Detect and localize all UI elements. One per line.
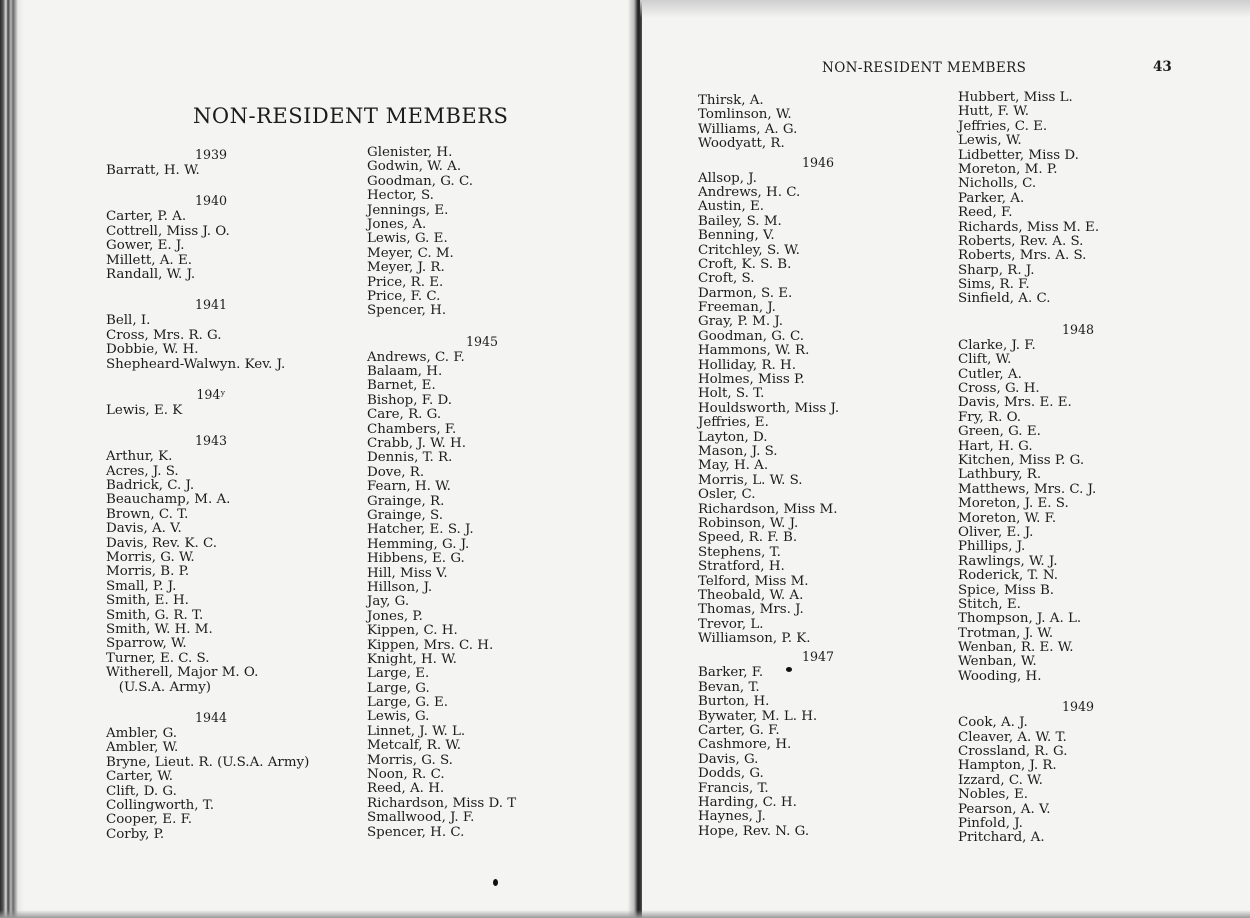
member-name: Trevor, L. bbox=[698, 616, 764, 632]
member-name: Cook, A. J. bbox=[958, 715, 1028, 731]
right-page bbox=[642, 0, 1250, 918]
member-name: Roderick, T. N. bbox=[958, 568, 1059, 584]
member-name: Meyer, J. R. bbox=[367, 260, 445, 276]
running-head: NON-RESIDENT MEMBERS bbox=[822, 60, 1027, 76]
member-name: Izzard, C. W. bbox=[958, 772, 1043, 788]
member-name: Hampton, J. R. bbox=[958, 758, 1057, 774]
member-name: Spice, Miss B. bbox=[958, 582, 1055, 598]
year-heading: 1941 bbox=[194, 297, 228, 313]
member-name: Linnet, J. W. L. bbox=[367, 723, 466, 739]
member-name: Large, E. bbox=[367, 666, 430, 682]
year-heading: 1940 bbox=[194, 193, 228, 209]
member-name: Hutt, F. W. bbox=[958, 104, 1029, 120]
member-name: Collingworth, T. bbox=[106, 797, 215, 813]
member-name: Crossland, R. G. bbox=[958, 744, 1068, 760]
member-name: Wenban, R. E. W. bbox=[958, 640, 1074, 656]
member-name: Morris, G. S. bbox=[367, 752, 453, 768]
member-name: Lathbury, R. bbox=[958, 467, 1042, 483]
member-name: Pinfold, J. bbox=[958, 815, 1023, 831]
member-name: Kippen, Mrs. C. H. bbox=[367, 637, 494, 653]
member-name: May, H. A. bbox=[698, 458, 769, 474]
member-name: Jones, A. bbox=[367, 216, 427, 232]
member-name: Large, G. bbox=[367, 680, 430, 696]
member-name: Matthews, Mrs. C. J. bbox=[958, 481, 1097, 497]
ink-speck bbox=[786, 667, 792, 672]
member-name: Williams, A. G. bbox=[698, 121, 798, 137]
member-name: Tomlinson, W. bbox=[698, 107, 792, 123]
member-name: Bryne, Lieut. R. (U.S.A. Army) bbox=[106, 754, 310, 770]
member-name: Stitch, E. bbox=[958, 596, 1021, 612]
member-name: Jeffries, C. E. bbox=[958, 118, 1048, 134]
member-name: Darmon, S. E. bbox=[698, 285, 793, 301]
member-name: Hope, Rev. N. G. bbox=[698, 823, 810, 839]
member-name: Clift, W. bbox=[958, 352, 1012, 368]
member-name: Cleaver, A. W. T. bbox=[958, 729, 1067, 745]
member-name: Hatcher, E. S. J. bbox=[367, 522, 474, 538]
member-name: Critchley, S. W. bbox=[698, 242, 800, 258]
member-column bbox=[958, 91, 1198, 846]
member-name: Lewis, G. E. bbox=[367, 231, 448, 247]
member-name: Hector, S. bbox=[367, 188, 434, 204]
page-number: 43 bbox=[1153, 59, 1172, 75]
member-name: Small, P. J. bbox=[106, 578, 177, 594]
year-heading: 1944 bbox=[194, 709, 228, 725]
member-name: Brown, C. T. bbox=[106, 506, 189, 522]
member-name: Dobbie, W. H. bbox=[106, 342, 199, 358]
member-name: Davis, A. V. bbox=[106, 521, 182, 537]
member-name: Meyer, C. M. bbox=[367, 245, 454, 261]
member-name: Benning, V. bbox=[698, 228, 775, 244]
member-name: Smallwood, J. F. bbox=[367, 810, 475, 826]
member-name: Sharp, R. J. bbox=[958, 262, 1035, 278]
member-name: Gower, E. J. bbox=[106, 238, 185, 254]
member-name: Richardson, Miss M. bbox=[698, 501, 838, 517]
member-name: Stephens, T. bbox=[698, 544, 781, 560]
member-name: Trotman, J. W. bbox=[958, 625, 1054, 641]
member-column bbox=[106, 146, 316, 842]
member-name: Sims, R. F. bbox=[958, 277, 1030, 293]
member-name: Jennings, E. bbox=[367, 202, 449, 218]
member-name: Knight, H. W. bbox=[367, 651, 457, 667]
member-name: Morris, G. W. bbox=[106, 550, 195, 566]
year-heading: 1939 bbox=[194, 147, 228, 162]
member-column bbox=[698, 94, 938, 839]
member-name: Morris, L. W. S. bbox=[698, 472, 803, 488]
member-name: Acres, J. S. bbox=[106, 463, 179, 479]
member-name: Beauchamp, M. A. bbox=[106, 492, 231, 508]
member-name: Shepheard-Walwyn. Kev. J. bbox=[106, 356, 286, 372]
member-name: Barratt, H. W. bbox=[106, 163, 200, 178]
member-name: Williamson, P. K. bbox=[698, 631, 811, 647]
member-name: Thompson, J. A. L. bbox=[958, 611, 1082, 627]
member-name: Hammons, W. R. bbox=[698, 343, 810, 359]
member-name: Nobles, E. bbox=[958, 787, 1028, 803]
member-name: Hill, Miss V. bbox=[367, 565, 448, 581]
member-name: Price, R. E. bbox=[367, 274, 444, 290]
member-name: Austin, E. bbox=[698, 199, 764, 215]
member-name: Parker, A. bbox=[958, 190, 1025, 206]
member-name: Cross, Mrs. R. G. bbox=[106, 327, 222, 343]
member-name: Jones, P. bbox=[367, 608, 423, 624]
member-name: Moreton, J. E. S. bbox=[958, 496, 1069, 512]
member-name: Clarke, J. F. bbox=[958, 337, 1036, 353]
member-name: Woodyatt, R. bbox=[698, 136, 785, 152]
member-name: Spencer, H. C. bbox=[367, 824, 465, 840]
year-heading: 1946 bbox=[801, 154, 835, 170]
member-name: Bell, I. bbox=[106, 313, 151, 329]
member-name: Pritchard, A. bbox=[958, 830, 1045, 846]
member-name: Reed, A. H. bbox=[367, 781, 445, 797]
member-name: Speed, R. F. B. bbox=[698, 530, 798, 546]
member-name: Richards, Miss M. E. bbox=[958, 219, 1100, 235]
year-heading: 1947 bbox=[801, 649, 835, 665]
member-name: Hart, H. G. bbox=[958, 438, 1033, 454]
member-name: Kitchen, Miss P. G. bbox=[958, 452, 1085, 468]
member-name: Francis, T. bbox=[698, 780, 769, 796]
member-name: Glenister, H. bbox=[367, 145, 453, 160]
member-name: Carter, W. bbox=[106, 769, 174, 785]
member-name: Davis, Rev. K. C. bbox=[106, 535, 217, 551]
member-name: Croft, S. bbox=[698, 271, 755, 287]
member-name: Jay, G. bbox=[367, 594, 410, 610]
book-binding-edge bbox=[0, 0, 24, 918]
member-name: Care, R. G. bbox=[367, 407, 442, 423]
member-name: Reed, F. bbox=[958, 205, 1013, 221]
member-name: Smith, W. H. M. bbox=[106, 621, 213, 637]
member-name: Smith, E. H. bbox=[106, 593, 189, 609]
member-name: Noon, R. C. bbox=[367, 767, 445, 783]
member-name: Carter, G. F. bbox=[698, 723, 780, 739]
member-column bbox=[367, 146, 597, 840]
member-name: Telford, Miss M. bbox=[698, 573, 809, 589]
member-name: Chambers, F. bbox=[367, 421, 457, 437]
member-name: Nicholls, C. bbox=[958, 176, 1037, 192]
member-name: Lewis, E. K bbox=[106, 402, 183, 418]
member-name: Stratford, H. bbox=[698, 559, 785, 575]
member-name: Corby, P. bbox=[106, 826, 165, 842]
member-name: Theobald, W. A. bbox=[698, 587, 804, 603]
member-name: Bywater, M. L. H. bbox=[698, 708, 818, 724]
member-name: Layton, D. bbox=[698, 429, 768, 445]
member-name: Moreton, M. P. bbox=[958, 161, 1058, 177]
member-name: Cutler, A. bbox=[958, 366, 1022, 382]
member-name: Holliday, R. H. bbox=[698, 357, 796, 373]
member-name: Hemming, G. J. bbox=[367, 536, 470, 552]
member-name: Goodman, G. C. bbox=[698, 328, 804, 344]
member-name: Hillson, J. bbox=[367, 579, 433, 595]
member-name: Ambler, W. bbox=[106, 740, 179, 756]
member-name: Freeman, J. bbox=[698, 300, 776, 316]
member-name: Ambler, G. bbox=[106, 725, 178, 741]
year-heading: 1949 bbox=[1061, 699, 1095, 715]
member-name: Wenban, W. bbox=[958, 654, 1037, 670]
member-name: Rawlings, W. J. bbox=[958, 553, 1058, 569]
member-name: Grainge, S. bbox=[367, 507, 443, 523]
member-name: Mason, J. S. bbox=[698, 443, 778, 459]
member-name: Lidbetter, Miss D. bbox=[958, 147, 1079, 163]
member-name: Lewis, G. bbox=[367, 709, 430, 725]
member-name: Gray, P. M. J. bbox=[698, 314, 783, 330]
year-heading: 1948 bbox=[1061, 321, 1095, 337]
member-name: Bishop, F. D. bbox=[367, 392, 452, 408]
member-name: Houldsworth, Miss J. bbox=[698, 400, 840, 416]
member-name: Godwin, W. A. bbox=[367, 159, 462, 175]
member-name: Harding, C. H. bbox=[698, 794, 797, 810]
ink-speck bbox=[493, 879, 498, 886]
member-name: Robinson, W. J. bbox=[698, 515, 799, 531]
member-name: Cottrell, Miss J. O. bbox=[106, 223, 230, 239]
member-name: Haynes, J. bbox=[698, 809, 766, 825]
member-name: Richardson, Miss D. T bbox=[367, 795, 517, 811]
member-name: Hubbert, Miss L. bbox=[958, 90, 1073, 105]
member-name: Andrews, H. C. bbox=[698, 184, 801, 200]
member-name: Goodman, G. C. bbox=[367, 173, 473, 189]
member-name: Smith, G. R. T. bbox=[106, 607, 204, 623]
member-name: Osler, C. bbox=[698, 487, 756, 503]
member-name: Balaam, H. bbox=[367, 364, 443, 380]
member-name: Thirsk, A. bbox=[698, 93, 764, 108]
member-name: Crabb, J. W. H. bbox=[367, 436, 466, 452]
member-name: Grainge, R. bbox=[367, 493, 445, 509]
member-name: Witherell, Major M. O. bbox=[106, 665, 259, 681]
member-name: Phillips, J. bbox=[958, 539, 1026, 555]
member-name: Dennis, T. R. bbox=[367, 450, 453, 466]
member-name: Barker, F. bbox=[698, 665, 764, 681]
member-name: Dove, R. bbox=[367, 464, 425, 480]
member-name: Davis, Mrs. E. E. bbox=[958, 395, 1072, 411]
member-name: Burton, H. bbox=[698, 694, 770, 710]
member-name: Spencer, H. bbox=[367, 303, 447, 319]
member-name: Bevan, T. bbox=[698, 679, 760, 695]
member-name: Badrick, C. J. bbox=[106, 478, 195, 494]
member-name: Cooper, E. F. bbox=[106, 812, 193, 828]
member-name: Sinfield, A. C. bbox=[958, 291, 1051, 307]
member-name: Millett, A. E. bbox=[106, 252, 192, 268]
member-name: Large, G. E. bbox=[367, 695, 449, 711]
member-name: Carter, P. A. bbox=[106, 209, 187, 225]
page-bottom-shadow bbox=[0, 910, 1250, 918]
member-name: Roberts, Rev. A. S. bbox=[958, 233, 1084, 249]
member-name: Pearson, A. V. bbox=[958, 801, 1051, 817]
member-name: Holmes, Miss P. bbox=[698, 372, 805, 388]
member-name: Sparrow, W. bbox=[106, 636, 187, 652]
member-name: Turner, E. C. S. bbox=[106, 650, 210, 666]
member-name: Croft, K. S. B. bbox=[698, 256, 792, 272]
member-name: Clift, D. G. bbox=[106, 783, 177, 799]
member-name: Jeffries, E. bbox=[698, 415, 769, 431]
member-name: Davis, G. bbox=[698, 751, 759, 767]
member-name: Metcalf, R. W. bbox=[367, 738, 462, 754]
member-name: Holt, S. T. bbox=[698, 386, 765, 402]
member-name: (U.S.A. Army) bbox=[106, 679, 211, 695]
member-name: Andrews, C. F. bbox=[367, 349, 465, 365]
member-name: Barnet, E. bbox=[367, 378, 436, 394]
member-name: Fearn, H. W. bbox=[367, 479, 451, 495]
member-name: Bailey, S. M. bbox=[698, 213, 782, 229]
member-name: Wooding, H. bbox=[958, 668, 1042, 684]
member-name: Cashmore, H. bbox=[698, 737, 792, 753]
member-name: Roberts, Mrs. A. S. bbox=[958, 248, 1087, 264]
year-heading: 194ʸ bbox=[196, 386, 226, 402]
member-name: Green, G. E. bbox=[958, 424, 1041, 440]
member-name: Fry, R. O. bbox=[958, 409, 1022, 425]
page-top-shadow bbox=[640, 0, 1250, 18]
member-name: Kippen, C. H. bbox=[367, 623, 458, 639]
member-name: Arthur, K. bbox=[106, 449, 173, 465]
member-name: Moreton, W. F. bbox=[958, 510, 1057, 526]
member-name: Morris, B. P. bbox=[106, 564, 190, 580]
member-name: Price, F. C. bbox=[367, 288, 441, 304]
member-name: Oliver, E. J. bbox=[958, 524, 1034, 540]
member-name: Randall, W. J. bbox=[106, 266, 196, 282]
member-name: Cross, G. H. bbox=[958, 381, 1040, 397]
member-name: Dodds, G. bbox=[698, 766, 764, 782]
member-name: Hibbens, E. G. bbox=[367, 551, 465, 567]
member-name: Thomas, Mrs. J. bbox=[698, 602, 804, 618]
page-title: NON-RESIDENT MEMBERS bbox=[193, 104, 509, 128]
member-name: Allsop, J. bbox=[698, 170, 757, 186]
member-name: Lewis, W. bbox=[958, 133, 1022, 149]
year-heading: 1945 bbox=[465, 333, 499, 349]
year-heading: 1943 bbox=[194, 433, 228, 449]
